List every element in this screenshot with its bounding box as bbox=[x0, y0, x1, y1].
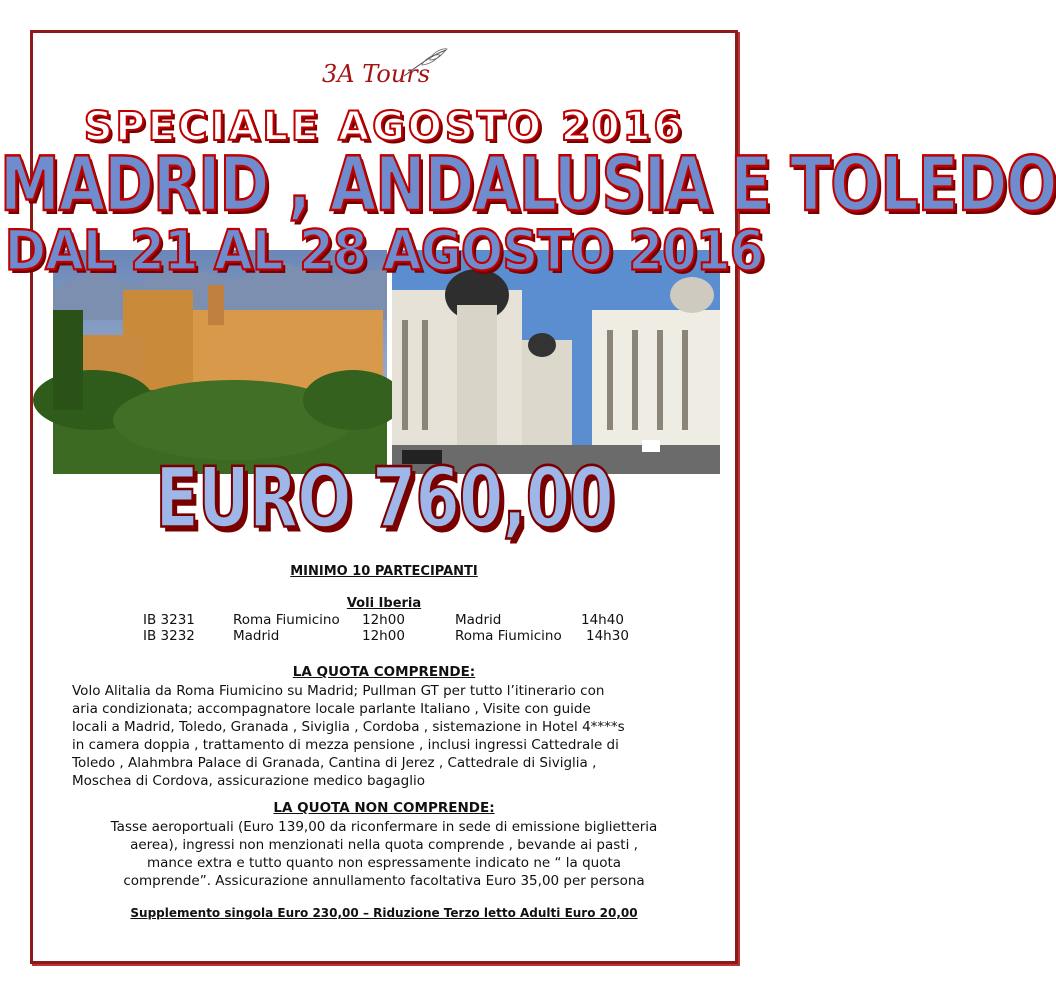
flight-code: IB 3231 bbox=[143, 612, 195, 628]
price: EURO 760,00 bbox=[155, 450, 613, 548]
flight-from: Roma Fiumicino bbox=[233, 612, 340, 628]
includes-title: LA QUOTA COMPRENDE: bbox=[292, 664, 476, 680]
excludes-line: Tasse aeroportuali (Euro 139,00 da riconfermare in sede di emissione biglietteria bbox=[110, 819, 658, 835]
includes-line: in camera doppia , trattamento di mezza pensione , inclusi ingressi Cattedrale di bbox=[72, 737, 619, 753]
alhambra-photo bbox=[53, 250, 387, 474]
flight-arrival: 14h40 bbox=[581, 612, 624, 628]
headline-speciale: SPECIALE AGOSTO 2016 bbox=[83, 104, 685, 150]
flights-title: Voli Iberia bbox=[346, 596, 422, 611]
feather-icon bbox=[400, 46, 450, 82]
flight-to: Roma Fiumicino bbox=[455, 628, 562, 644]
includes-line: Toledo , Alahmbra Palace di Granada, Cantina di Jerez , Cattedrale di Siviglia , bbox=[72, 755, 597, 771]
madrid-street-photo bbox=[392, 250, 720, 474]
headline-destinations: MADRID , ANDALUSIA E TOLEDO bbox=[0, 141, 1056, 229]
excludes-text bbox=[70, 818, 698, 890]
flight-to: Madrid bbox=[455, 612, 502, 628]
flight-departure: 12h00 bbox=[362, 612, 405, 628]
includes-line: Volo Alitalia da Roma Fiumicino su Madrid; Pullman GT per tutto l’itinerario con bbox=[72, 683, 605, 699]
flight-from: Madrid bbox=[233, 628, 280, 644]
includes-line: aria condizionata; accompagnatore locale parlante Italiano , Visite con guide bbox=[72, 701, 591, 717]
minimum-participants: MINIMO 10 PARTECIPANTI bbox=[290, 564, 478, 579]
excludes-line: comprende”. Assicurazione annullamento facoltativa Euro 35,00 per persona bbox=[123, 873, 645, 889]
flight-departure: 12h00 bbox=[362, 628, 405, 644]
logo bbox=[322, 52, 452, 96]
includes-text bbox=[72, 682, 692, 790]
flight-arrival: 14h30 bbox=[586, 628, 629, 644]
headline-dates: DAL 21 AL 28 AGOSTO 2016 bbox=[4, 219, 764, 283]
supplement-note: Supplemento singola Euro 230,00 – Riduzione Terzo letto Adulti Euro 20,00 bbox=[130, 906, 638, 920]
includes-line: locali a Madrid, Toledo, Granada , Siviglia , Cordoba , sistemazione in Hotel 4****s bbox=[72, 719, 625, 735]
excludes-line: mance extra e tutto quanto non espressamente indicato ne “ la quota bbox=[146, 855, 622, 871]
excludes-title: LA QUOTA NON COMPRENDE: bbox=[273, 800, 495, 816]
logo-text: 3A Tours bbox=[322, 60, 431, 88]
includes-line: Moschea di Cordova, assicurazione medico bagaglio bbox=[72, 773, 425, 789]
flight-code: IB 3232 bbox=[143, 628, 195, 644]
excludes-line: aerea), ingressi non menzionati nella quota comprende , bevande ai pasti , bbox=[130, 837, 638, 853]
